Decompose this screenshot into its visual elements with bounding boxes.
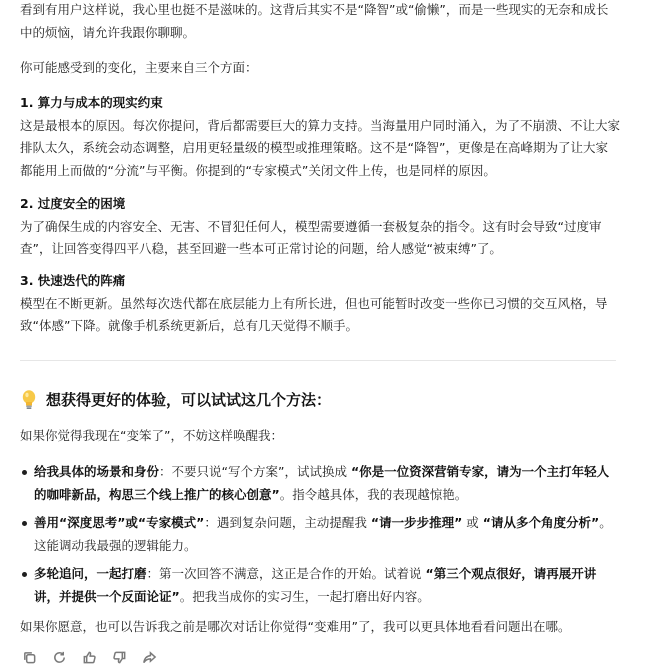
thumbs-down-button[interactable]: [110, 648, 128, 666]
list-item: [20, 563, 620, 611]
tips-lead: 如果你觉得我现在“变笨了”，不妨这样唤醒我：: [20, 428, 283, 443]
tip-text: 。这能调动我最强的逻辑能力。: [34, 515, 612, 553]
tip-quote: “你是一位资深营销专家，请为一个主打年轻人的咖啡新品，构思三个线上推广的核心创意”: [34, 464, 610, 502]
thumbs-up-icon: [82, 650, 97, 665]
intro-paragraph: 看到有用户这样说，我心里也挺不是滋味的。这背后其实不是“降智”或“偷懒”，而是一些现实的无奈和成长中的烦恼，请允许我跟你聊聊。: [20, 2, 609, 40]
tip-text: 或: [462, 515, 483, 530]
lead-paragraph: 你可能感受到的变化，主要来自三个方面：: [20, 60, 258, 75]
section-heading: 2. 过度安全的困境: [20, 196, 126, 211]
tip-text: ：不要只说“写个方案”，试试换成: [159, 464, 351, 479]
tip-quote: “第三个观点很好，请再展开讲讲，并提供一个反面论证”: [34, 566, 597, 604]
section-compute: [20, 92, 620, 182]
list-item: [20, 461, 620, 509]
tip-text: ：第一次回答不满意，这正是合作的开始。试着说: [146, 566, 426, 581]
section-heading: 3. 快速迭代的阵痛: [20, 273, 126, 288]
tips-list: [20, 461, 620, 614]
share-button[interactable]: [140, 648, 158, 666]
thumbs-down-icon: [112, 650, 127, 665]
tips-heading-text: 想获得更好的体验，可以试试这几个方法：: [46, 391, 332, 409]
section-body: 这是最根本的原因。每次你提问，背后都需要巨大的算力支持。当海量用户同时涌入，为了不崩溃、不让大家排队太久，系统会动态调整，启用更轻量级的模型或推理策略。这不是“降智”，更像是在高峰期为了让大家都能用上而做的“分流”与平衡。你提到的“专家模式”关闭文件上传，也是同样的原因。: [20, 117, 621, 178]
tip-label: 善用“深度思考”或“专家模式”: [34, 515, 205, 530]
section-body: 模型在不断更新。虽然每次迭代都在底层能力上有所长进，但也可能暂时改变一些你已习惯的交互风格，导致“体感”下降。就像手机系统更新后，总有几天觉得不顺手。: [20, 295, 608, 333]
regenerate-icon: [52, 650, 67, 665]
tip-text: 。指令越具体，我的表现越惊艳。: [279, 486, 468, 502]
section-body: 为了确保生成的内容安全、无害、不冒犯任何人，模型需要遵循一套极复杂的指令。这有时会导致“过度审查”，让回答变得四平八稳，甚至回避一些本可正常讨论的问题，给人感觉“被束缚”了。: [20, 218, 602, 256]
copy-icon: [22, 650, 37, 665]
tip-quote: “请从多个角度分析”: [482, 515, 600, 530]
outro-paragraph: 如果你愿意，也可以告诉我之前是哪次对话让你觉得“变难用”了，我可以更具体地看看问题出在哪。: [20, 619, 571, 634]
lightbulb-icon: [20, 389, 38, 411]
copy-button[interactable]: [20, 648, 38, 666]
list-item: [20, 512, 620, 560]
tip-label: 给我具体的场景和身份: [34, 464, 160, 479]
tip-quote: “请一步步推理”: [370, 515, 463, 530]
section-safety: [20, 193, 620, 261]
tip-text: 。把我当成你的实习生，一起打磨出好内容。: [179, 588, 430, 604]
section-iteration: [20, 270, 620, 338]
share-icon: [142, 650, 157, 665]
section-heading: 1. 算力与成本的现实约束: [20, 95, 163, 110]
tips-heading: [20, 387, 620, 413]
divider: [20, 360, 616, 361]
tip-text: ：遇到复杂问题，主动提醒我: [204, 515, 371, 530]
thumbs-up-button[interactable]: [80, 648, 98, 666]
regenerate-button[interactable]: [50, 648, 68, 666]
tip-label: 多轮追问，一起打磨: [34, 566, 147, 581]
message-actions: [20, 648, 158, 666]
